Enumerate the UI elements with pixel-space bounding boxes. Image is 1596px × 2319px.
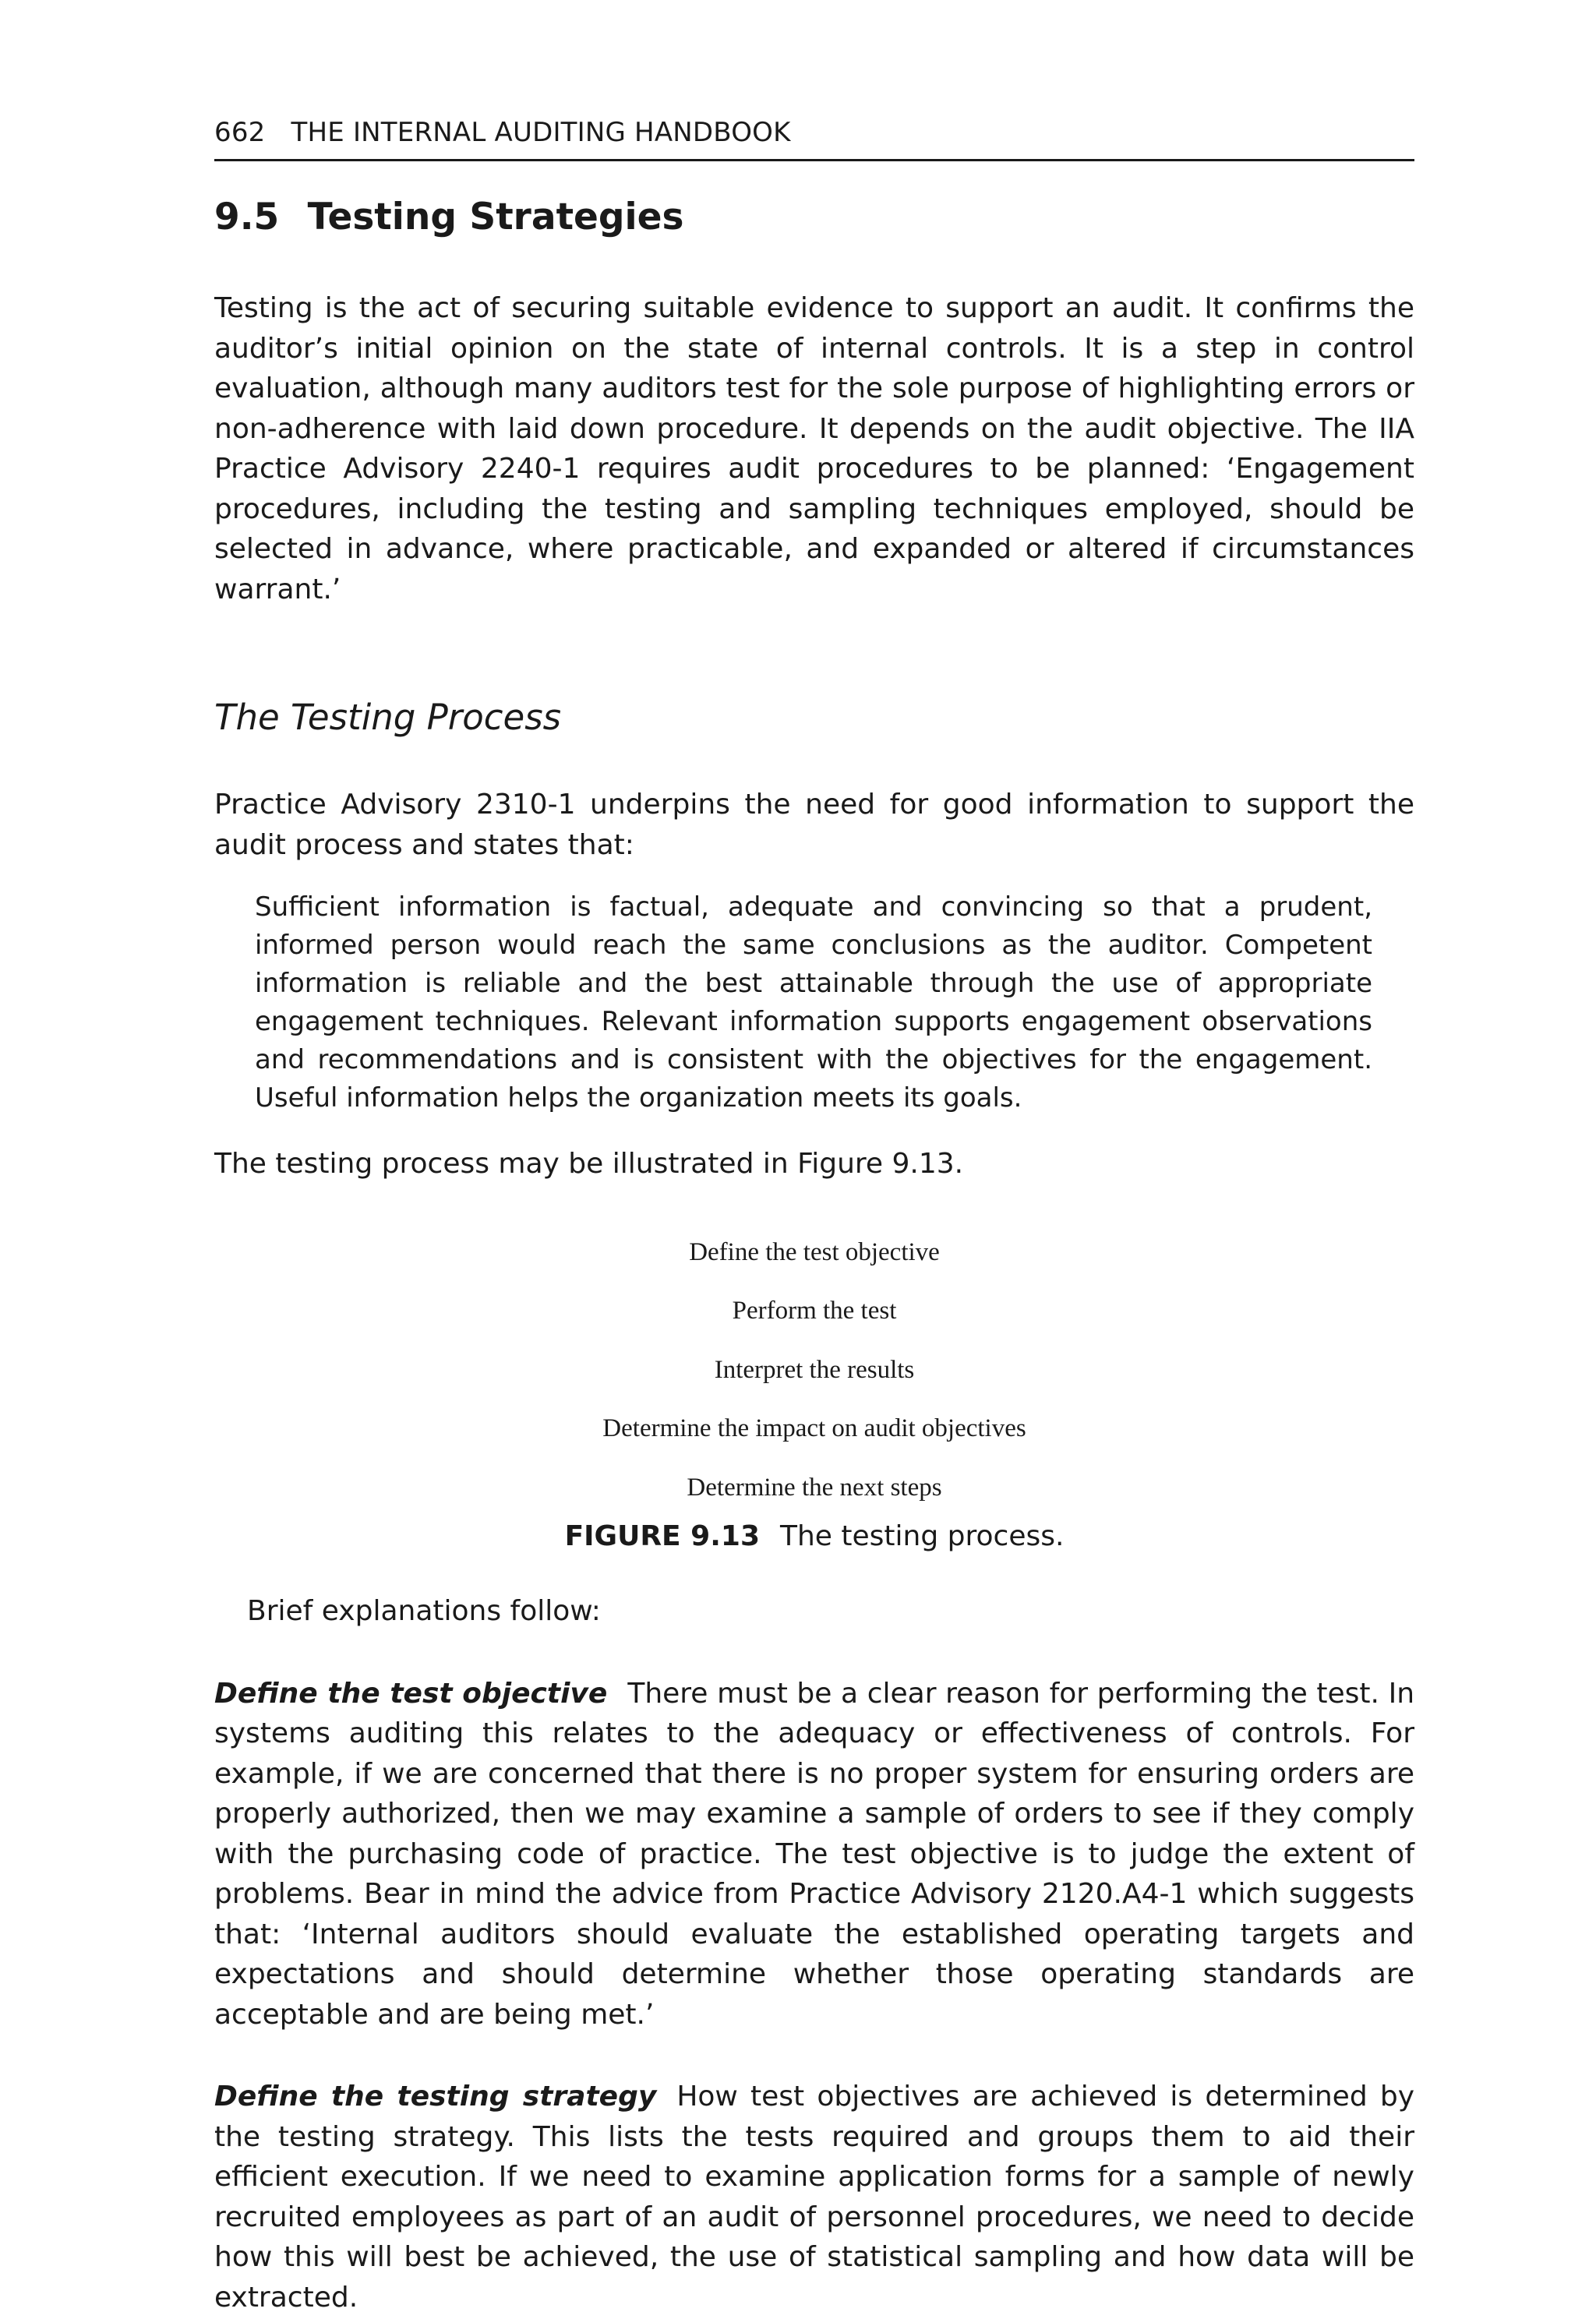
explanation-text: How test objectives are achieved is determined by the testing strategy. This lists the tests required and groups them to aid their efficient execution. If we need to examine application forms for a sample of newly recruited employees as part of an audit of personnel procedures, we need to decide how this will best be achieved, the use of statistical sampling and how data will be extracted. (214, 2081, 1415, 2314)
figure-intro-paragraph: The testing process may be illustrated in Figure 9.13. (214, 1148, 964, 1180)
block-quote: Sufficient information is factual, adequate and convincing so that a prudent, informed person would reach the same conclusions as the auditor. Competent information is reliable and the best attainable through the use of appropriate engagement techniques. Relevant information supports engagement observations and recommendations and is consistent with the objectives for the engagement. Useful information helps the organization meets its goals. (255, 891, 1372, 1114)
figure-caption-text: The testing process. (780, 1520, 1065, 1552)
page (214, 117, 1414, 2317)
section-number: 9.5 (214, 196, 280, 238)
figure-step: Perform the test (732, 1297, 897, 1325)
explanation-paragraph (214, 1674, 1414, 2035)
page-number: 662 (214, 117, 266, 148)
section-heading (214, 196, 1414, 238)
figure-testing-process (214, 1223, 1414, 1518)
figure-step: Determine the next steps (687, 1473, 942, 1502)
figure-step: Determine the impact on audit objectives (602, 1414, 1026, 1442)
explanation-paragraph (214, 2077, 1414, 2317)
brief-explanations-intro: Brief explanations follow: (247, 1595, 601, 1627)
book-title: THE INTERNAL AUDITING HANDBOOK (291, 117, 791, 148)
figure-caption (214, 1520, 1414, 1552)
intro-paragraph: Testing is the act of securing suitable evidence to support an audit. It confirms the auditor’s initial opinion on the state of internal controls. It is a step in control evaluation, although many auditors test for the sole purpose of highlighting errors or non-adherence with laid down procedure. It depends on the audit objective. The IIA Practice Advisory 2240-1 requires audit procedures to be planned: ‘Engagement procedures, including the testing and sampling techniques employed, should be selected in advance, where practicable, and expanded or altered if circumstances warrant.’ (214, 292, 1414, 605)
figure-step: Define the test objective (689, 1237, 940, 1266)
subsection-title: The Testing Process (214, 697, 562, 738)
explanation-term: Define the testing strategy (214, 2081, 657, 2113)
figure-step: Interpret the results (714, 1355, 915, 1384)
subsection-lead-paragraph: Practice Advisory 2310-1 underpins the need for good information to support the audit process and states that: (214, 789, 1414, 861)
running-header (214, 117, 1414, 161)
explanation-term: Define the test objective (214, 1677, 608, 1710)
section-title: Testing Strategies (307, 196, 684, 238)
explanation-text: There must be a clear reason for performing the test. In systems auditing this relates to the adequacy or effectiveness of controls. For example, if we are concerned that there is no proper system for ensuring orders are properly authorized, then we may examine a sample of orders to see if they comply with the purchasing code of practice. The test objective is to judge the extent of problems. Bear in mind the advice from Practice Advisory 2120.A4-1 which suggests that: ‘Internal auditors should evaluate the established operating targets and expectations and should determine whether those operating standards are acceptable and are being met.’ (214, 1677, 1415, 2031)
figure-caption-label: FIGURE 9.13 (564, 1520, 760, 1552)
